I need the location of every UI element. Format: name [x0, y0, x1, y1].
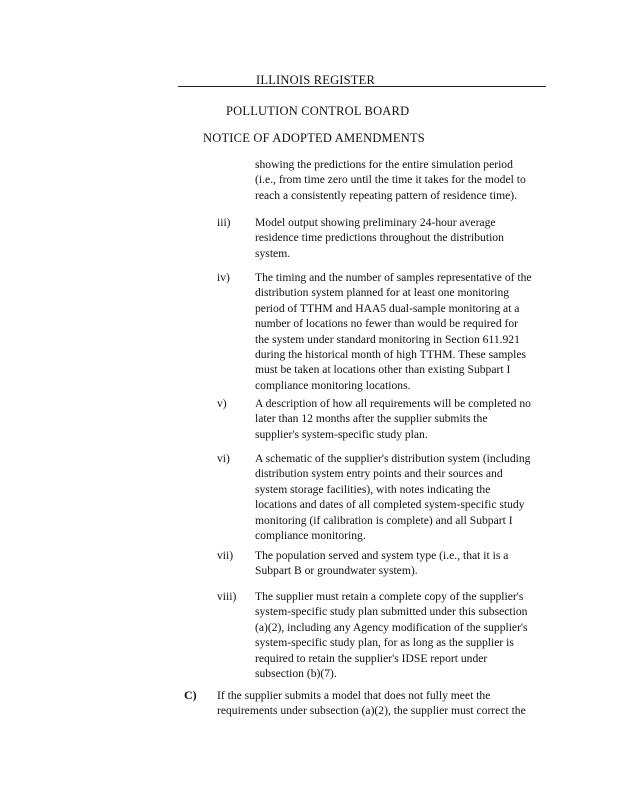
text-line: Model output showing preliminary 24-hour average — [255, 216, 496, 229]
text-line: system-specific study plan submitted under this subsection — [255, 605, 528, 619]
text-line: system-specific study plan, for as long as the supplier is — [255, 636, 514, 650]
text-line: Subpart B or groundwater system). — [255, 564, 418, 578]
notice-heading: NOTICE OF ADOPTED AMENDMENTS — [203, 131, 425, 145]
text-line: supplier's system-specific study plan. — [255, 427, 428, 441]
item-iv-text — [255, 270, 532, 393]
text-line: A schematic of the supplier's distribution system (including — [255, 452, 531, 465]
item-iii-text — [255, 215, 504, 261]
text-line: A description of how all requirements will be completed no — [255, 397, 531, 410]
item-marker-viii: viii) — [217, 590, 237, 603]
text-line: (i.e., from time zero until the time it takes for the model to — [255, 173, 526, 187]
text-line: If the supplier submits a model that does not fully meet the — [217, 689, 491, 702]
text-line: later than 12 months after the supplier submits the — [255, 412, 488, 426]
item-marker-v: v) — [217, 397, 227, 410]
item-marker-iii: iii) — [217, 216, 231, 229]
text-line: The timing and the number of samples representative of the — [255, 271, 532, 284]
item-marker-iv: iv) — [217, 271, 230, 284]
text-line: required to retain the supplier's IDSE report under — [255, 651, 488, 665]
text-line: the system under standard monitoring in Section 611.921 — [255, 332, 520, 346]
text-line: period of TTHM and HAA5 dual-sample monitoring at a — [255, 301, 520, 315]
continuation-paragraph — [255, 157, 526, 203]
item-viii-text — [255, 589, 528, 681]
text-line: The supplier must retain a complete copy of the supplier's — [255, 590, 524, 603]
board-name: POLLUTION CONTROL BOARD — [226, 104, 410, 118]
text-line: must be taken at locations other than existing Subpart I — [255, 363, 511, 377]
section-marker-c: C) — [184, 688, 197, 702]
text-line: locations and dates of all completed system-specific study — [255, 498, 525, 512]
text-line: during the historical month of high TTHM. These samples — [255, 348, 527, 362]
text-line: compliance monitoring. — [255, 529, 366, 543]
register-title: ILLINOIS REGISTER — [256, 73, 376, 87]
text-line: system storage facilities), with notes indicating the — [255, 482, 491, 496]
text-line: The population served and system type (i.e., that it is a — [255, 549, 509, 562]
text-line: requirements under subsection (a)(2), the supplier must correct the — [217, 704, 526, 718]
text-line: showing the predictions for the entire simulation period — [255, 158, 513, 171]
item-marker-vii: vii) — [217, 549, 234, 562]
text-line: subsection (b)(7). — [255, 667, 337, 681]
text-line: system. — [255, 246, 291, 260]
item-marker-vi: vi) — [217, 452, 230, 465]
text-line: number of locations no fewer than would be required for — [255, 317, 519, 331]
text-line: distribution system entry points and their sources and — [255, 467, 503, 481]
section-c-text — [217, 688, 526, 719]
item-v-text — [255, 396, 531, 442]
text-line: compliance monitoring locations. — [255, 378, 411, 392]
header-rule — [178, 86, 546, 87]
text-line: reach a consistently repeating pattern of residence time). — [255, 188, 518, 202]
text-line: residence time predictions throughout the distribution — [255, 231, 504, 245]
text-line: (a)(2), including any Agency modification of the supplier's — [255, 620, 528, 634]
item-vii-text — [255, 548, 508, 579]
text-line: distribution system planned for at least one monitoring — [255, 286, 510, 300]
text-line: monitoring (if calibration is complete) and all Subpart I — [255, 513, 513, 527]
item-vi-text — [255, 451, 530, 543]
